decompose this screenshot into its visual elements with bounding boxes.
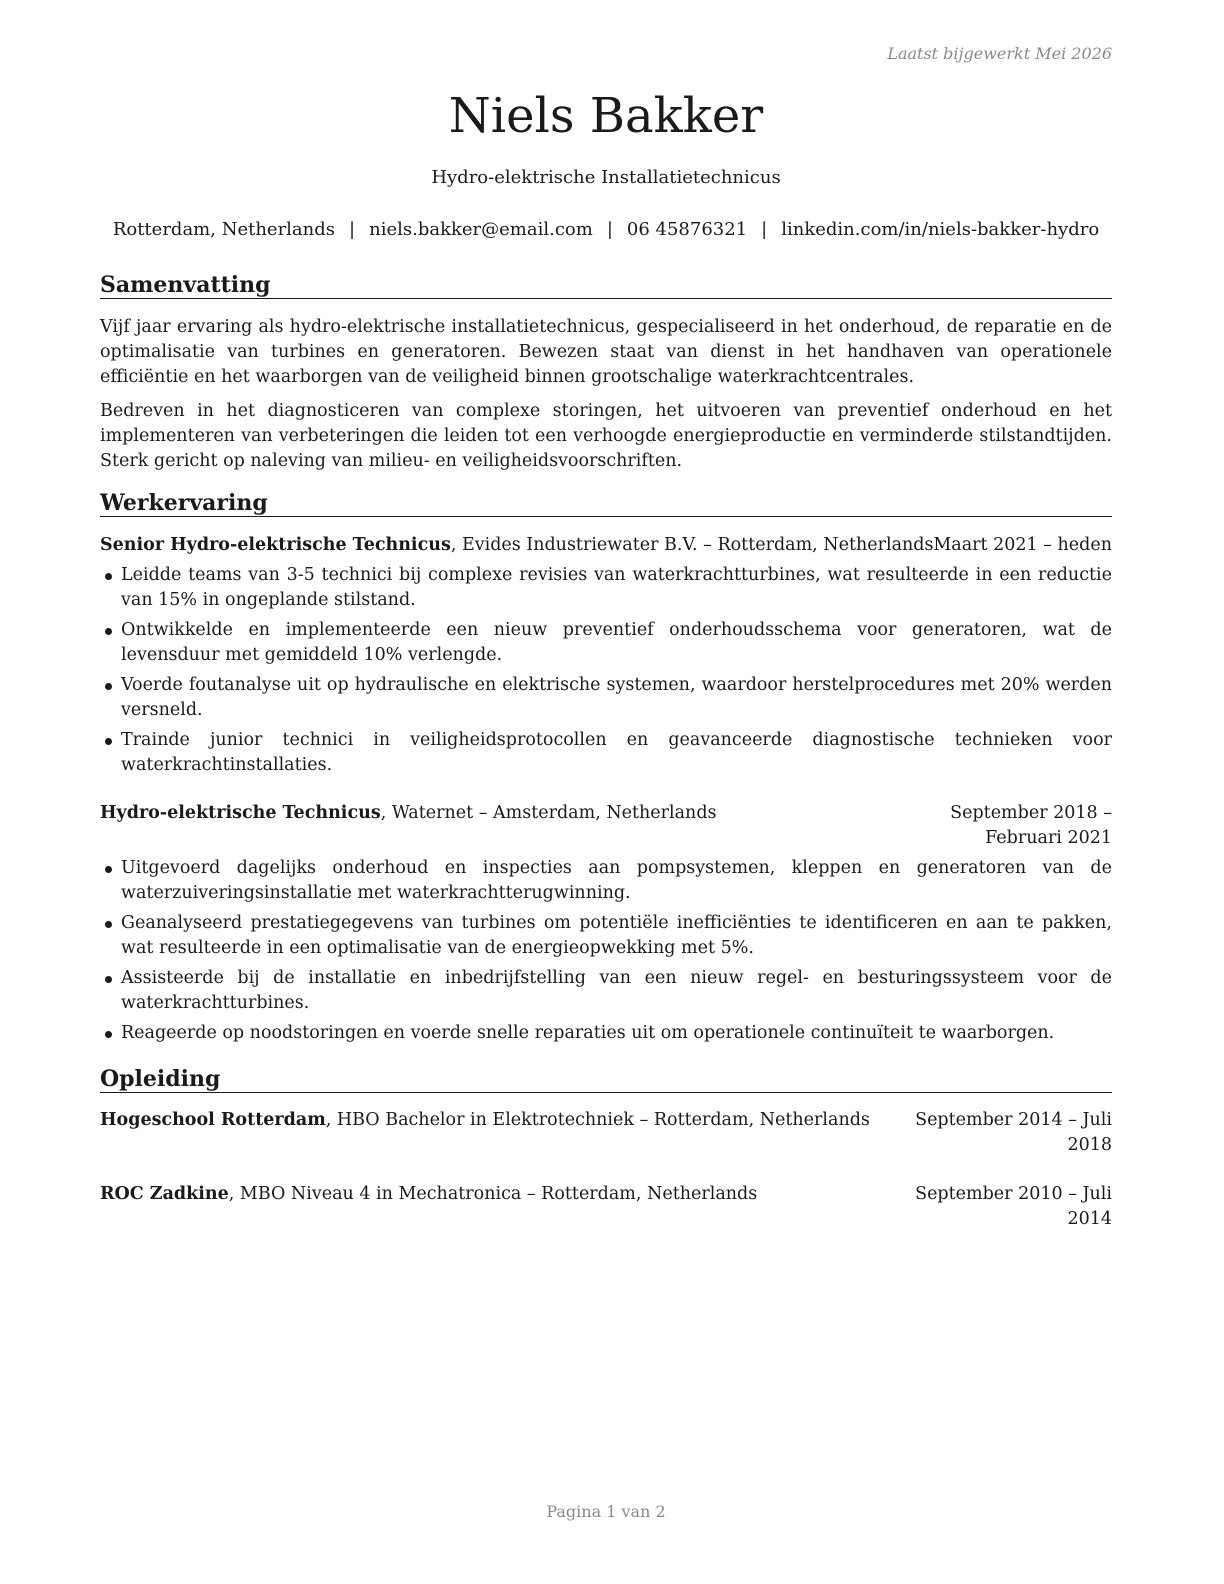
job-bullets (100, 563, 1112, 783)
list-item: Leidde teams van 3-5 technici bij complexe revisies van waterkrachtturbines, wat resulteerde in een reductie van 15% in ongeplande stilstand. (100, 563, 1112, 613)
list-item: Ontwikkelde en implementeerde een nieuw preventief onderhoudsschema voor generatoren, wat de levensduur met gemiddeld 10% verlengde. (100, 618, 1112, 668)
education-title-line (100, 1182, 757, 1207)
list-item: Geanalyseerd prestatiegegevens van turbines om potentiële inefficiënties te identificeren en aan te pakken, wat resulteerde in een optimalisatie van de energieopwekking met 5%. (100, 911, 1112, 961)
job-employer: , Evides Industriewater B.V. – Rotterdam, Netherlands (450, 535, 934, 555)
candidate-headline: Hydro-elektrische Installatietechnicus (431, 167, 781, 188)
job-title-line (100, 801, 717, 826)
education-degree: , HBO Bachelor in Elektrotechniek – Rotterdam, Netherlands (325, 1110, 870, 1130)
contact-linkedin[interactable]: linkedin.com/in/niels-bakker-hydro (781, 219, 1100, 240)
contact-line (100, 219, 1112, 240)
list-item: Trainde junior technici in veiligheidsprotocollen en geavanceerde diagnostische technieken voor waterkrachtinstallaties. (100, 728, 1112, 778)
list-item: Reageerde op noodstoringen en voerde snelle reparaties uit om operationele continuïteit te waarborgen. (100, 1021, 1112, 1046)
job-dates: Maart 2021 – heden (933, 535, 1112, 555)
education-title-line (100, 1108, 870, 1133)
section-title-summary: Samenvatting (100, 272, 1112, 299)
summary-paragraph: Bedreven in het diagnosticeren van complexe storingen, het uitvoeren van preventief onderhoud en het implementeren van verbeteringen die leiden tot een verhoogde energieproductie en verminderde stilstandtijden. Sterk gericht op naleving van milieu- en veiligheidsvoorschriften. (100, 401, 1112, 471)
page-footer: Pagina 1 van 2 (546, 1502, 666, 1521)
last-updated: Laatst bijgewerkt Mei 2026 (887, 44, 1112, 63)
job-dates: September 2018 – Februari 2021 (950, 803, 1112, 848)
job-bullets (100, 856, 1112, 1051)
resume-page (100, 0, 1112, 1584)
education-degree: , MBO Niveau 4 in Mechatronica – Rotterdam, Netherlands (228, 1184, 758, 1204)
education-school: Hogeschool Rotterdam (100, 1110, 326, 1130)
section-title-experience: Werkervaring (100, 490, 1112, 517)
section-title-education: Opleiding (100, 1066, 1112, 1093)
list-item: Uitgevoerd dagelijks onderhoud en inspecties aan pompsystemen, kleppen en generatoren van de waterzuiveringsinstallatie met waterkrachtterugwinning. (100, 856, 1112, 906)
job-title-line (100, 533, 934, 558)
job-role: Senior Hydro-elektrische Technicus (100, 535, 451, 555)
list-item: Assisteerde bij de installatie en inbedrijfstelling van een nieuw regel- en besturingssysteem voor de waterkrachtturbines. (100, 966, 1112, 1016)
contact-location: Rotterdam, Netherlands (112, 219, 336, 240)
contact-separator: | (761, 219, 768, 240)
contact-email[interactable]: niels.bakker@email.com (369, 219, 593, 240)
candidate-name: Niels Bakker (448, 88, 764, 144)
job-role: Hydro-elektrische Technicus (100, 803, 381, 823)
contact-phone: 06 45876321 (626, 219, 748, 240)
education-dates: September 2010 – Juli 2014 (915, 1184, 1112, 1229)
summary-paragraph: Vijf jaar ervaring als hydro-elektrische installatietechnicus, gespecialiseerd in het onderhoud, de reparatie en de optimalisatie van turbines en generatoren. Bewezen staat van dienst in het handhaven van operationele efficiëntie en het waarborgen van de veiligheid binnen grootschalige waterkrachtcentrales. (100, 317, 1112, 387)
job-employer: , Waternet – Amsterdam, Netherlands (380, 803, 717, 823)
contact-separator: | (349, 219, 356, 240)
education-school: ROC Zadkine (100, 1184, 229, 1204)
contact-separator: | (606, 219, 613, 240)
education-dates: September 2014 – Juli 2018 (915, 1110, 1112, 1155)
list-item: Voerde foutanalyse uit op hydraulische en elektrische systemen, waardoor herstelprocedures met 20% werden versneld. (100, 673, 1112, 723)
